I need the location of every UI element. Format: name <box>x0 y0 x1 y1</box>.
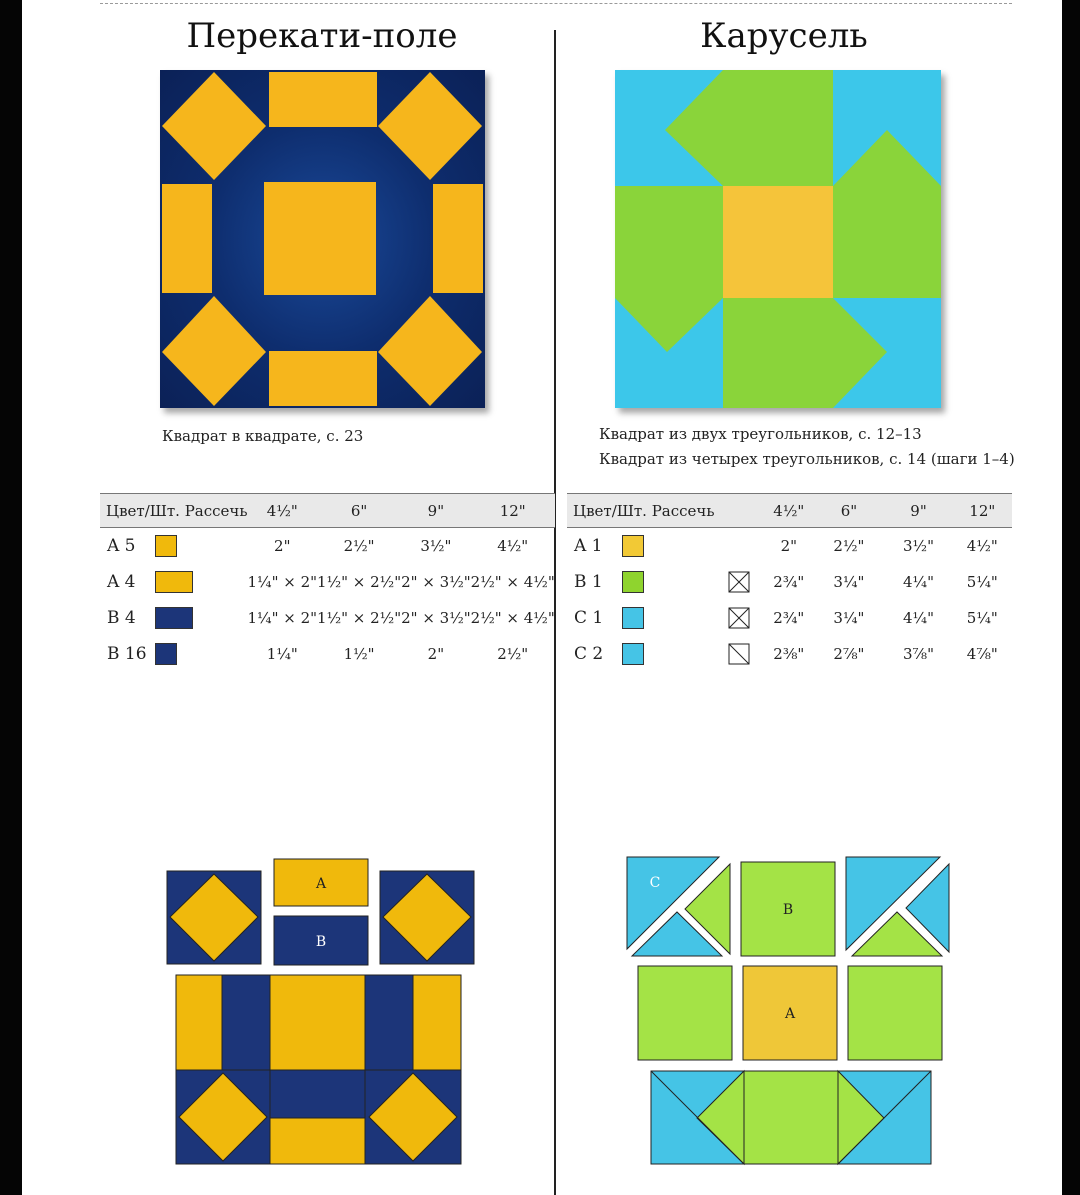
row-label: C 2 <box>574 643 604 664</box>
table-header-size-3: 9" <box>401 494 471 528</box>
piece-label-c: C <box>649 875 661 891</box>
piece-label-a: A <box>784 1006 796 1022</box>
table-row <box>100 636 555 672</box>
row-label: B 16 <box>107 643 147 664</box>
color-swatch <box>622 607 644 629</box>
row-label-cell <box>100 600 248 636</box>
piece-label-a: A <box>315 876 327 892</box>
piece-label-b: B <box>782 902 794 918</box>
screen-edge-right <box>1062 0 1080 1195</box>
table-row <box>100 564 555 600</box>
cut-size-cell: 4½" <box>497 537 529 555</box>
table-row <box>567 564 1012 600</box>
table-row <box>567 528 1012 565</box>
carousel-reference-2: Квадрат из четырех треугольников, с. 14 (шаги 1–4) <box>599 450 1015 468</box>
cut-size-cell: 4¼" <box>903 573 934 591</box>
table-row <box>100 528 555 565</box>
color-swatch <box>622 643 644 665</box>
cut-size-cell: 2¾" <box>773 609 805 627</box>
half-cut-icon <box>728 643 750 665</box>
cut-size-cell: 3⅞" <box>903 645 934 663</box>
cut-size-cell: 3½" <box>903 537 934 555</box>
row-label: B 4 <box>107 607 136 628</box>
table-row <box>567 600 1012 636</box>
row-label-cell <box>100 564 248 600</box>
block-title-tumbleweed: Перекати-поле <box>186 16 458 56</box>
cut-size-cell: 2" × 3½" <box>401 573 471 591</box>
carousel-reference-1: Квадрат из двух треугольников, с. 12–13 <box>599 425 922 443</box>
piece-label-b: B <box>315 934 327 950</box>
table-row <box>567 636 1012 672</box>
middle-row <box>176 975 461 1070</box>
cut-size-cell: 2" <box>274 537 291 555</box>
cut-size-cell: 5¼" <box>966 609 998 627</box>
cut-size-cell: 2½" × 4½" <box>470 573 555 591</box>
cut-size-cell: 3¼" <box>833 609 865 627</box>
cut-size-cell: 2¾" <box>773 573 805 591</box>
color-swatch <box>155 607 193 629</box>
cut-size-cell: 5¼" <box>966 573 998 591</box>
cut-size-cell: 2" × 3½" <box>401 609 471 627</box>
color-swatch <box>155 535 177 557</box>
middle-row-navy-bar <box>222 975 270 1070</box>
block-title-carousel: Карусель <box>700 16 868 56</box>
table-header-size-2: 6" <box>317 494 401 528</box>
color-swatch <box>155 571 193 593</box>
square-piece-b <box>848 966 942 1060</box>
cut-icon-cell <box>715 564 765 600</box>
cut-size-cell: 3½" <box>420 537 452 555</box>
row-label-cell <box>567 564 715 600</box>
row-label: A 4 <box>107 571 136 592</box>
cut-size-cell: 4¼" <box>903 609 934 627</box>
tumbleweed-reference: Квадрат в квадрате, с. 23 <box>162 427 364 445</box>
table-header-size-2: 6" <box>813 494 884 528</box>
cut-size-cell: 1½" <box>343 645 375 663</box>
cut-icon-cell <box>715 636 765 672</box>
table-row <box>100 600 555 636</box>
cut-size-cell: 2⅞" <box>833 645 865 663</box>
table-header-size-4: 12" <box>953 494 1012 528</box>
row-label-cell <box>567 636 715 672</box>
cut-size-cell: 2" <box>427 645 445 663</box>
cut-size-cell: 2½" × 4½" <box>470 609 555 627</box>
table-header-color: Цвет/Шт. Рассечь <box>100 494 248 528</box>
square-piece-b <box>638 966 732 1060</box>
carousel-block-photo <box>615 70 941 408</box>
row-label-cell <box>567 528 715 565</box>
carousel-cutting-table <box>567 493 1012 672</box>
row-label: A 1 <box>574 535 603 556</box>
row-label: B 1 <box>574 571 603 592</box>
color-swatch <box>155 643 177 665</box>
quarter-cut-icon <box>728 607 750 629</box>
cut-size-cell: 2½" <box>833 537 865 555</box>
cut-size-cell: 1½" × 2½" <box>317 573 402 591</box>
table-header-spacer <box>715 494 765 528</box>
cut-size-cell: 4⅞" <box>966 645 998 663</box>
rectangle-piece-a <box>270 1118 365 1164</box>
color-swatch <box>622 535 644 557</box>
page-cut-line <box>100 3 1012 4</box>
tumbleweed-block-photo <box>160 70 485 408</box>
row-label: A 5 <box>107 535 136 556</box>
quarter-cut-icon <box>728 571 750 593</box>
table-header-size-4: 12" <box>471 494 555 528</box>
row-label-cell <box>100 636 248 672</box>
cut-size-cell: 2⅜" <box>773 645 805 663</box>
cut-size-cell: 2" <box>780 537 798 555</box>
cut-size-cell: 1¼" × 2" <box>247 609 318 627</box>
cut-size-cell: 2½" <box>497 645 529 663</box>
row-label-cell <box>567 600 715 636</box>
table-header-size-3: 9" <box>884 494 952 528</box>
cut-size-cell: 2½" <box>343 537 375 555</box>
cut-size-cell: 1¼" <box>266 645 298 663</box>
table-header-color: Цвет/Шт. Рассечь <box>567 494 715 528</box>
square-piece-b <box>744 1071 838 1164</box>
cut-size-cell: 1¼" × 2" <box>247 573 318 591</box>
row-label: C 1 <box>574 607 604 628</box>
carousel-assembly-diagram <box>624 852 954 1172</box>
row-label-cell <box>100 528 248 565</box>
tumbleweed-cutting-table <box>100 493 555 672</box>
tumbleweed-assembly-diagram <box>160 852 480 1172</box>
screen-edge-left <box>0 0 22 1195</box>
cut-size-cell: 4½" <box>966 537 998 555</box>
table-header-size-1: 4½" <box>764 494 813 528</box>
middle-row-navy-bar <box>365 975 413 1070</box>
cut-icon-cell <box>715 528 765 565</box>
cut-size-cell: 3¼" <box>833 573 865 591</box>
color-swatch <box>622 571 644 593</box>
cut-size-cell: 1½" × 2½" <box>317 609 402 627</box>
table-header-size-1: 4½" <box>248 494 318 528</box>
cut-icon-cell <box>715 600 765 636</box>
